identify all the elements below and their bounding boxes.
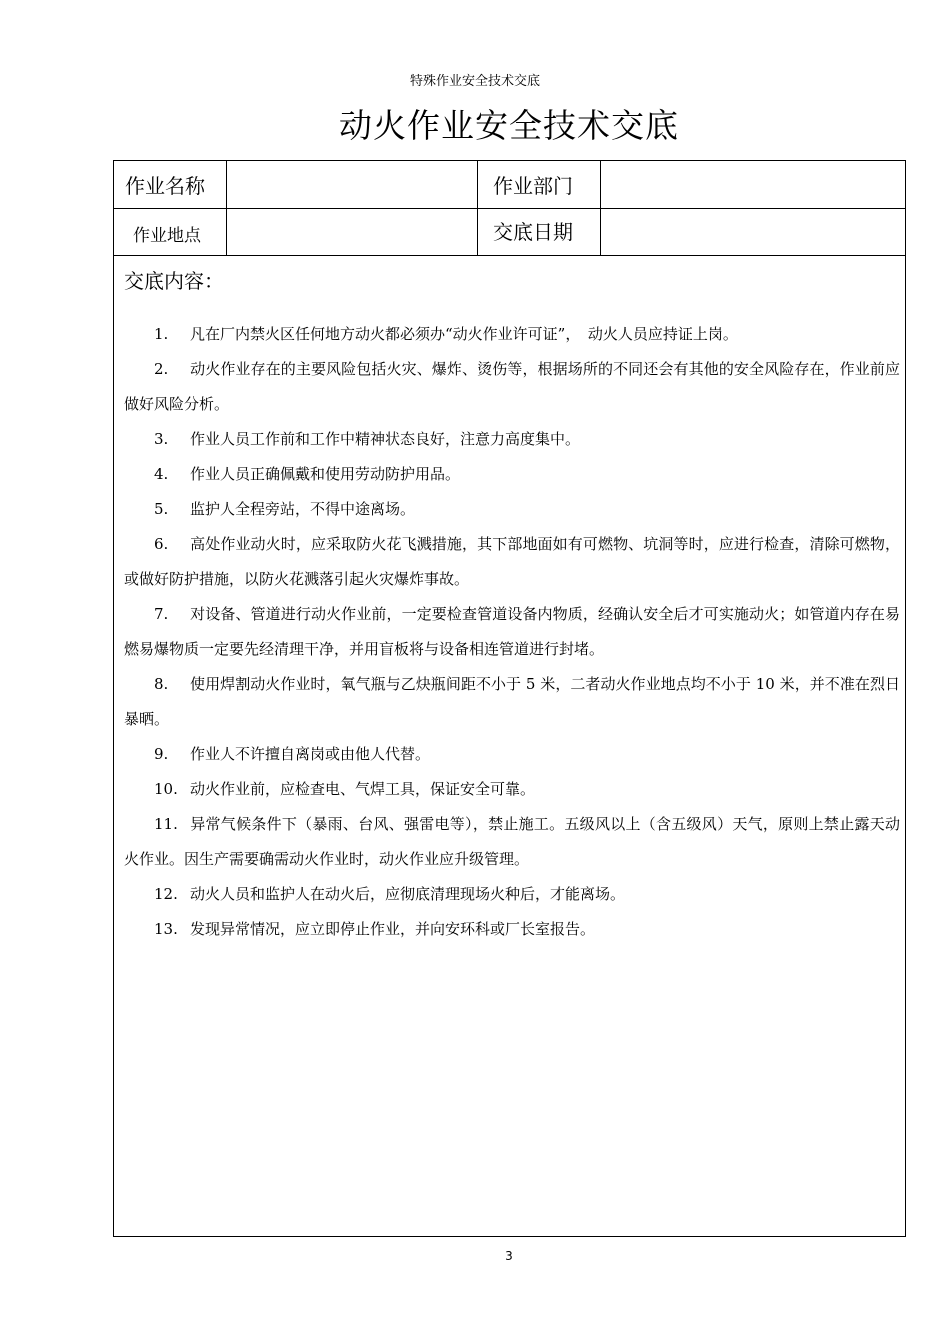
list-item-text: 使用焊割动火作业时，氧气瓶与乙炔瓶间距不小于 5 米，二者动火作业地点均不小于 10 米，并不准在烈日暴晒。	[124, 675, 900, 728]
list-item-number: 4.	[154, 465, 169, 483]
department-label: 作业部门	[493, 174, 573, 198]
list-item	[124, 422, 900, 457]
list-item-text: 作业人不许擅自离岗或由他人代替。	[190, 745, 431, 763]
page-number: 3	[505, 1249, 513, 1263]
form-table	[113, 160, 906, 1237]
list-item-text: 动火人员和监护人在动火后，应彻底清理现场火种后，才能离场。	[190, 885, 626, 903]
list-item-number: 11.	[154, 815, 178, 833]
list-item-number: 9.	[154, 745, 169, 763]
list-item	[124, 317, 900, 352]
list-item-number: 10.	[154, 780, 178, 798]
document-title: 动火作业安全技术交底	[339, 106, 679, 145]
column-divider	[226, 161, 227, 255]
list-item	[124, 457, 900, 492]
list-item-number: 13.	[154, 920, 178, 938]
list-item-text: 动火作业存在的主要风险包括火灾、爆炸、烫伤等，根据场所的不同还会有其他的安全风险存在，作业前应做好风险分析。	[124, 360, 900, 413]
list-item-number: 2.	[154, 360, 169, 378]
list-item-number: 8.	[154, 675, 169, 693]
list-item-text: 发现异常情况，应立即停止作业，并向安环科或厂长室报告。	[190, 920, 596, 938]
list-item	[124, 807, 900, 877]
list-item-text: 高处作业动火时，应采取防火花飞溅措施，其下部地面如有可燃物、坑洞等时，应进行检查，清除可燃物，或做好防护措施，以防火花溅落引起火灾爆炸事故。	[124, 535, 900, 588]
list-item-text: 作业人员工作前和工作中精神状态良好，注意力高度集中。	[190, 430, 581, 448]
job-name-label: 作业名称	[125, 174, 205, 198]
list-item-text: 异常气候条件下（暴雨、台风、强雷电等），禁止施工。五级风以上（含五级风）天气，原则上禁止露天动火作业。因生产需要确需动火作业时，动火作业应升级管理。	[124, 815, 900, 868]
list-item-number: 1.	[154, 325, 169, 343]
column-divider	[477, 161, 478, 255]
list-item-text: 动火作业前，应检查电、气焊工具，保证安全可靠。	[190, 780, 536, 798]
list-item	[124, 772, 900, 807]
list-item-text: 监护人全程旁站，不得中途离场。	[190, 500, 416, 518]
content-list	[124, 317, 900, 947]
list-item-text: 凡在厂内禁火区任何地方动火都必须办“动火作业许可证”， 动火人员应持证上岗。	[190, 325, 738, 343]
list-item-number: 6.	[154, 535, 169, 553]
column-divider	[600, 161, 601, 255]
list-item	[124, 492, 900, 527]
list-item-text: 作业人员正确佩戴和使用劳动防护用品。	[190, 465, 461, 483]
list-item-number: 5.	[154, 500, 169, 518]
list-item	[124, 352, 900, 422]
date-label: 交底日期	[493, 220, 573, 244]
list-item-number: 12.	[154, 885, 178, 903]
content-heading: 交底内容：	[124, 269, 224, 293]
list-item	[124, 877, 900, 912]
list-item-text: 对设备、管道进行动火作业前，一定要检查管道设备内物质，经确认安全后才可实施动火；如管道内存在易燃易爆物质一定要先经清理干净，并用盲板将与设备相连管道进行封堵。	[124, 605, 900, 658]
list-item-number: 3.	[154, 430, 169, 448]
list-item-number: 7.	[154, 605, 169, 623]
list-item	[124, 667, 900, 737]
page-header: 特殊作业安全技术交底	[409, 74, 540, 89]
row-divider	[114, 255, 905, 256]
row-divider	[114, 208, 905, 209]
list-item	[124, 597, 900, 667]
list-item	[124, 527, 900, 597]
list-item	[124, 737, 900, 772]
location-label: 作业地点	[133, 226, 201, 246]
list-item	[124, 912, 900, 947]
